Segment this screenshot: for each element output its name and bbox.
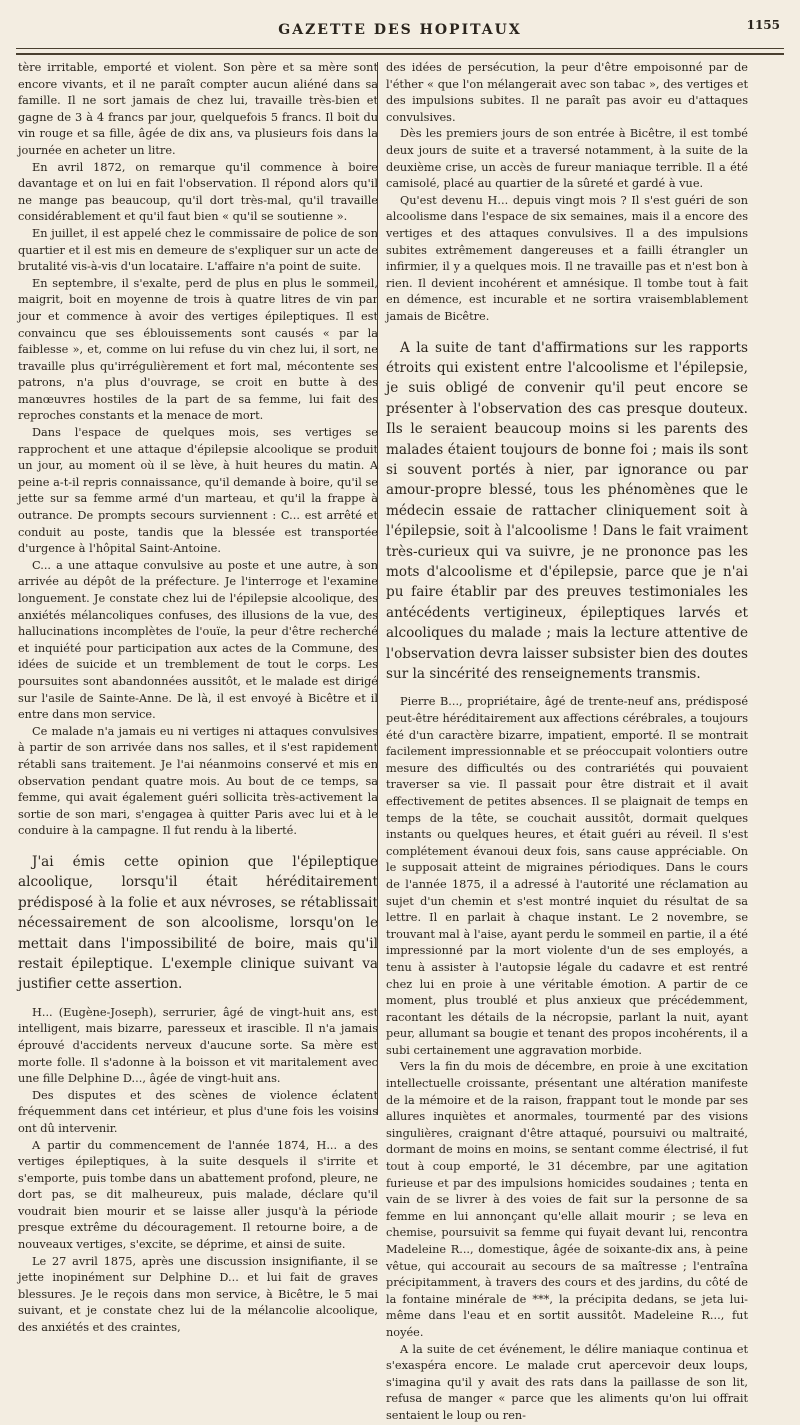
left-column (18, 60, 378, 1335)
paragraph: A la suite de cet événement, le délire maniaque continua et s'exaspéra encore. Le malade crut apercevoir deux loups, s'imagina qu'il y avait des rats dans la paillasse de son lit, refusa de manger « parce que les aliments qu'on lui offrait sentaient le loup ou ren- (386, 1342, 748, 1422)
paragraph: Vers la fin du mois de décembre, en proie à une excitation intellectuelle croissante, présentant une altération manifeste de la mémoire et de la raison, frappant tout le monde par ses allures inquiètes et anormales, tourmenté par des visions singulières, craignant d'être attaqué, poursuivi ou maltraité, dormant de moins en moins, se sentant comme électrisé, il fut tout à coup emporté, le 31 décembre, par une agitation furieuse et par des impulsions homicides soudaines ; tenta en vain de se livrer à des voies de fait sur la personne de sa femme en lui annonçant qu'elle allait mourir ; se leva en chemise, poursuivit sa femme qui fuyait devant lui, rencontra Madeleine R..., domestique, âgée de soixante-dix ans, à peine vêtue, qui accourait au secours de sa maîtresse ; l'entraîna précipitamment, à travers des cours et des jardins, du côté de la fontaine minérale de ***, la précipita dedans, se jeta lui-même dans l'eau et en sortit aussitôt. Madeleine R..., fut noyée. (386, 1060, 748, 1339)
header-rule-thin (16, 48, 784, 49)
paragraph: Des disputes et des scènes de violence éclatent fréquemment dans cet intérieur, et plus d'une fois les voisins ont dû intervenir. (18, 1088, 378, 1135)
commentary-paragraph: A la suite de tant d'affirmations sur les rapports étroits qui existent entre l'alcoolisme et l'épilepsie, je suis obligé de convenir qu'il peut encore se présenter à l'observation des cas presque douteux. Ils le seraient beaucoup moins si les parents des malades étaient toujours de bonne foi ; mais ils sont si souvent portés à nier, par ignorance ou par amour-propre blessé, tous les phénomènes que le médecin essaie de rattacher cliniquement soit à l'épilepsie, soit à l'alcoolisme ! Dans le fait vraiment très-curieux qui va suivre, je ne prononce pas les mots d'alcoolisme et d'épilepsie, parce que je n'ai pu faire établir par des preuves testimoniales les antécédents vertigineux, épileptiques larvés et alcooliques du malade ; mais la lecture attentive de l'observation devra laisser subsister bien des doutes sur la sincérité des renseignements transmis. (386, 339, 748, 682)
paragraph: C... a une attaque convulsive au poste et une autre, à son arrivée au dépôt de la préfecture. Je l'interroge et l'examine longuement. Je constate chez lui de l'épilepsie alcoolique, des anxiétés mélancoliques confuses, des illusions de la vue, des hallucinations incomplètes de l'ouïe, la peur d'être recherché et inquiété pour participation aux actes de la Commune, des idées de suicide et un tremblement de tout le corps. Les poursuites sont abandonnées aussitôt, et le malade est dirigé sur l'asile de Sainte-Anne. De là, il est envoyé à Bicêtre et il entre dans mon service. (18, 558, 378, 722)
paragraph: Dans l'espace de quelques mois, ses vertiges se rapprochent et une attaque d'épilepsie alcoolique se produit un jour, au moment où il se lève, à huit heures du matin. A peine a-t-il repris connaissance, qu'il demande à boire, qu'il se jette sur sa femme armé d'un marteau, et qu'il la frappe à outrance. De prompts secours surviennent : C... est arrêté et conduit au poste, tandis que la blessée est transportée d'urgence à l'hôpital Saint-Antoine. (18, 426, 378, 556)
paragraph: Pierre B..., propriétaire, âgé de trente-neuf ans, prédisposé peut-être héréditairement aux affections cérébrales, a toujours été d'un caractère bizarre, impatient, emporté. Il se montrait facilement impressionnable et se préoccupait volontiers outre mesure des difficultés ou des contrariétés qui pouvaient traverser sa vie. Il passait pour être distrait et il avait effectivement de petites absences. Il se plaignait de temps en temps de la tête, se couchait aussitôt, dormait quelques instants ou quelques heures, et était guéri au réveil. Il s'est complétement évanoui deux fois, sans cause appréciable. On le supposait atteint de migraines périodiques. Dans le cours de l'année 1875, il a adressé à l'autorité une réclamation au sujet d'un chemin et s'est montré inquiet du résultat de sa lettre. Il en parlait à chaque instant. Le 2 novembre, se trouvant mal à l'aise, ayant perdu le sommeil en partie, il a été impressionné par la mort violente d'un de ses employés, a tenu à assister à l'autopsie légale du cadavre et est rentré chez lui en proie à une véritable émotion. A partir de ce moment, plus troublé et plus anxieux que précédemment, racontant les détails de la nécropsie, parlant la nuit, ayant peur, allumant sa bougie et tenant des propos incohérents, il a subi certainement une aggravation morbide. (386, 695, 748, 1057)
paragraph: A partir du commencement de l'année 1874, H... a des vertiges épileptiques, à la suite desquels il s'irrite et s'emporte, puis tombe dans un abattement profond, pleure, ne dort pas, se dit malheureux, puis malade, déclare qu'il voudrait bien mourir et se laisse aller jusqu'à la période presque extrême du découragement. Il retourne boire, a de nouveaux vertiges, s'excite, se déprime, et ainsi de suite. (18, 1138, 378, 1252)
paragraph: H... (Eugène-Joseph), serrurier, âgé de vingt-huit ans, est intelligent, mais bizarre, paresseux et irascible. Il n'a jamais éprouvé d'accidents nerveux d'aucune sorte. Sa mère est morte folle. Il s'adonne à la boisson et vit maritalement avec une fille Delphine D..., âgée de vingt-huit ans. (18, 1005, 378, 1086)
paragraph: Le 27 avril 1875, après une discussion insignifiante, il se jette inopinément sur Delphine D... et lui fait de graves blessures. Je le reçois dans mon service, à Bicêtre, le 5 mai suivant, et je constate chez lui de la mélancolie alcoolique, des anxiétés et des craintes, (18, 1254, 378, 1335)
commentary-paragraph: J'ai émis cette opinion que l'épileptique alcoolique, lorsqu'il était héréditairement prédisposé à la folie et aux névroses, se rétablissait nécessairement de son alcoolisme, lorsqu'on le mettait dans l'impossibilité de boire, mais qu'il restait épileptique. L'exemple clinique suivant va justifier cette assertion. (18, 853, 378, 993)
column-divider (377, 62, 378, 1115)
paragraph: En avril 1872, on remarque qu'il commence à boire davantage et on lui en fait l'observation. Il répond alors qu'il ne mange pas beaucoup, qu'il dort très-mal, qu'il travaille considérablement et qu'il faut bien « qu'il se soutienne ». (18, 160, 378, 224)
paragraph: Qu'est devenu H... depuis vingt mois ? Il s'est guéri de son alcoolisme dans l'espace de six semaines, mais il a encore des vertiges et des attaques convulsives. Il a des impulsions subites extrêmement dangereuses et a failli étrangler un infirmier, il y a quelques mois. Il ne travaille pas et n'est bon à rien. Il devient incohérent et amnésique. Il tombe tout à fait en démence, est incurable et ne sortira vraisemblablement jamais de Bicêtre. (386, 193, 748, 323)
paragraph: tère irritable, emporté et violent. Son père et sa mère sont encore vivants, et il ne paraît compter aucun aliéné dans sa famille. Il ne sort jamais de chez lui, travaille très-bien et gagne de 3 à 4 francs par jour, quelquefois 5 francs. Il boit du vin rouge et sa fille, âgée de dix ans, va plusieurs fois dans la journée en acheter un litre. (18, 61, 378, 157)
paragraph: Dès les premiers jours de son entrée à Bicêtre, il est tombé deux jours de suite et a traversé notamment, à la suite de la deuxième crise, un accès de fureur maniaque terrible. Il a été camisolé, placé au quartier de la sûreté et gardé à vue. (386, 127, 748, 191)
header-rule-thick (16, 53, 784, 55)
journal-title: GAZETTE DES HOPITAUX (278, 22, 522, 38)
paragraph: des idées de persécution, la peur d'être empoisonné par de l'éther « que l'on mélangerait avec son tabac », des vertiges et des impulsions subites. Il ne paraît pas avoir eu d'attaques convulsives. (386, 61, 748, 124)
paragraph: En juillet, il est appelé chez le commissaire de police de son quartier et il est mis en demeure de s'expliquer sur un acte de brutalité vis-à-vis d'un locataire. L'affaire n'a point de suite. (18, 226, 378, 274)
page-header (14, 18, 786, 48)
paragraph: Ce malade n'a jamais eu ni vertiges ni attaques convulsives à partir de son arrivée dans nos salles, et il s'est rapidement rétabli sans traitement. Je l'ai néanmoins conservé et mis en observation pendant quatre mois. Au bout de ce temps, sa femme, qui avait également guéri sollicita très-activement la sortie de son mari, s'engagea à quitter Paris avec lui et à le conduire à la campagne. Il fut rendu à la liberté. (18, 724, 378, 838)
paragraph: En septembre, il s'exalte, perd de plus en plus le sommeil, maigrit, boit en moyenne de trois à quatre litres de vin par jour et commence à avoir des vertiges épileptiques. Il est convaincu que ses éblouissements sont causés « par la faiblesse », et, comme on lui refuse du vin chez lui, il sort, ne travaille plus qu'irrégulièrement et fort mal, mécontente ses patrons, n'a plus d'ouvrage, se croit en butte à des manœuvres hostiles de la part de sa femme, lui fait des reproches constants et la menace de mort. (18, 276, 378, 423)
page-number: 1155 (746, 18, 780, 32)
right-column (386, 60, 748, 1422)
